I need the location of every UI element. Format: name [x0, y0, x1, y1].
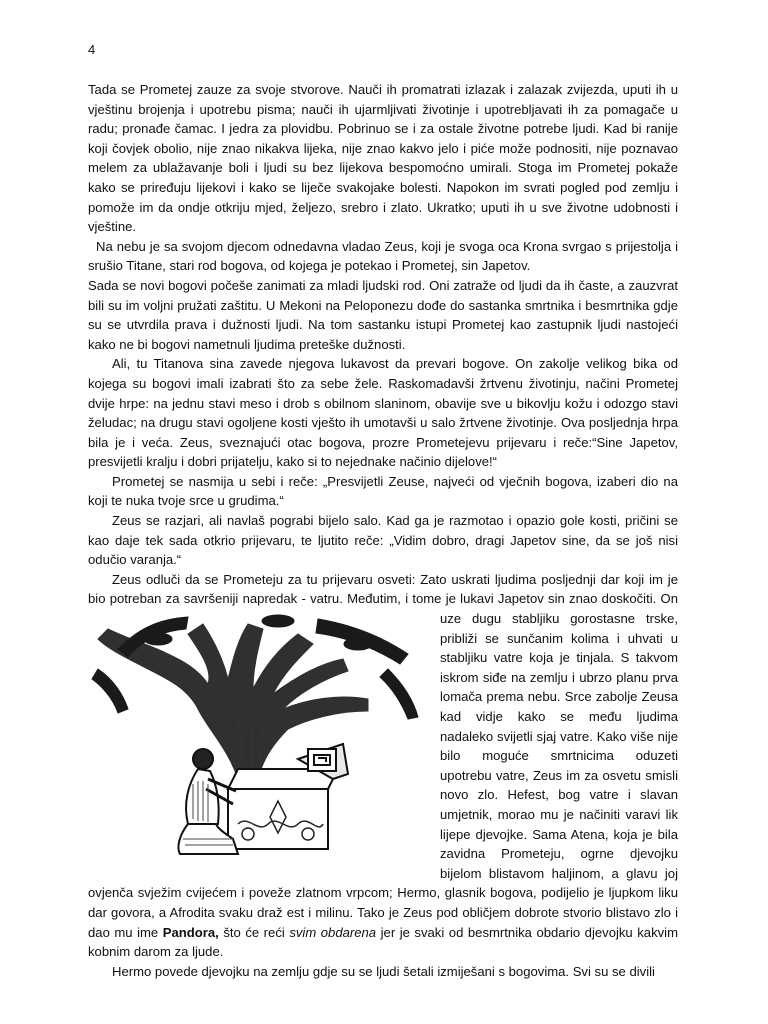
paragraph-7-end: jer je svaki od besmrtnika obdario djevojku kakvim kobnim darom za ljude. [88, 924, 678, 960]
paragraph-5: Prometej se nasmija u sebi i reče: „Presvijetli Zeuse, najveći od vječnih bogova, izaberi dio na koji te nuka tvoje srce u grudima.“ [88, 473, 678, 509]
paragraph-6: Zeus se razjari, ali navlaš pograbi bijelo salo. Kad ga je razmotao i opazio gole kosti, pričini se kao daje tek sada otkrio prijevaru, te ljutito reče: „Vidim dobro, dragi Japetov sine, da se još nisi odučio varanja.“ [88, 513, 678, 568]
paragraph-7-start: Zeus odluči da se Prometeju za tu prijevaru osveti: Zato uskrati ljudima posljednji dar koji im je bio potreban za savršeniji napredak - vatru. Međutim, i tome je lukavi Japetov sin znao doskočiti. On [88, 571, 678, 607]
paragraph-4: Ali, tu Titanova sina zavede njegova lukavost da prevari bogove. On zakolje velikog bika od kojega su bogovi imali izabrati što za sebe žele. Raskomadavši žrtvenu životinju, načini Prometej dvije hrpe: na jednu stavi meso i drob s obilnom slaninom, obavije sve u bikovlju kožu i odozgo stavi želudac; na drugu stavi ogoljene kosti vješto ih umotavši u salo žrtvene životinje. Ova posljednja hrpa bila je i veća. Zeus, sveznajući otac bogova, prozre Prometejevu prijevaru i reče:“Sine Japetov, presvijetli kralju i dobri prijatelju, kako si to nejednake načinio dijelove!“ [88, 356, 678, 470]
pandora-name: Pandora, [162, 924, 219, 940]
paragraph-7-body: uze dugu stabljiku gorostasne trske, približi se sunčanim kolima i uhvati u stabljiku vatre koja je tinjala. S takvom iskrom siđe na zemlju i ubrzo planu prva lomača prema nebu. Srce zabolje Zeusa kad vidje kako se među ljudima nadaleko svijetli sjaj vatre. Kako više nije bilo moguće smrtnicima oduzeti upotrebu vatre, Zeus im za osvetu smisli novo zlo. Hefest, bog vatre i slavan umjetnik, morao mu je načiniti varavi lik lijepe djevojke. Sama Atena, koja je bila zavidna Prometeju, ogrne djevojku bijelom blistavom haljinom, a glavu joj ovjenča svježim cvijećem i poveže zlatnom vrpcom; Hermo, glasnik bogova, podijelio je ljupkom liku dar govora, a Afrodita svaku draž est i milinu. Tako je Zeus pod obličjem dobrote stvorio blistavo zlo i dao mu ime [88, 611, 678, 940]
page-number: 4 [88, 42, 96, 57]
paragraph-8: Hermo povede djevojku na zemlju gdje su se ljudi šetali izmiješani s bogovima. Svi su se divili [112, 963, 655, 979]
pandora-illustration [88, 609, 430, 863]
paragraph-3: Sada se novi bogovi počeše zanimati za mladi ljudski rod. Oni zatraže od ljudi da ih časte, a zauzvrat bili su im voljni pružati zaštitu. U Mekoni na Peloponezu dođe do sastanka smrtnika i besmrtnika gdje su se utvrdila prava i dužnosti ljudi. Na tom sastanku istupi Prometej kao zastupnik ljudi nastojeći kako ne bi bogovi nametnuli ljudima preteške dužnosti. [88, 277, 678, 352]
paragraph-7-mid: što će reći [218, 924, 290, 940]
paragraph-1: Tada se Prometej zauze za svoje stvorove. Nauči ih promatrati izlazak i zalazak zvijezda, uputi ih u vještinu brojenja i upotrebu pisma; nauči ih ujarmljivati životinje i upotrebljavati ih za pomagače u radu; pronađe čamac. I jedra za plovidbu. Pobrinuo se i za ostale životne potrebe ljudi. Kad bi ranije koji čovjek obolio, nije znao nikakva lijeka, nije znao kakvo jelo i piće može podnositi, nije poznavao melem za ublažavanje boli i ljudi su bez lijekova bespomoćno umirali. Stoga im Prometej pokaže kako se priređuju lijekovi i kako se liječe svakojake bolesti. Napokon im svrati pogled pod zemlju i pomože im da ondje otkriju mjed, željezo, srebro i zlato. Ukratko; uputi ih u sve životne udobnosti i vještine. [88, 82, 678, 235]
body-text [88, 80, 678, 981]
svim-obdarena-italic: svim obdarena [289, 924, 377, 940]
paragraph-7 [88, 570, 678, 962]
paragraph-2: Na nebu je sa svojom djecom odnedavna vladao Zeus, koji je svoga oca Krona svrgao s prijestolja i srušio Titane, stari rod bogova, od kojega je potekao i Prometej, sin Japetov. [88, 238, 678, 274]
pandora-box-engraving [88, 609, 430, 863]
